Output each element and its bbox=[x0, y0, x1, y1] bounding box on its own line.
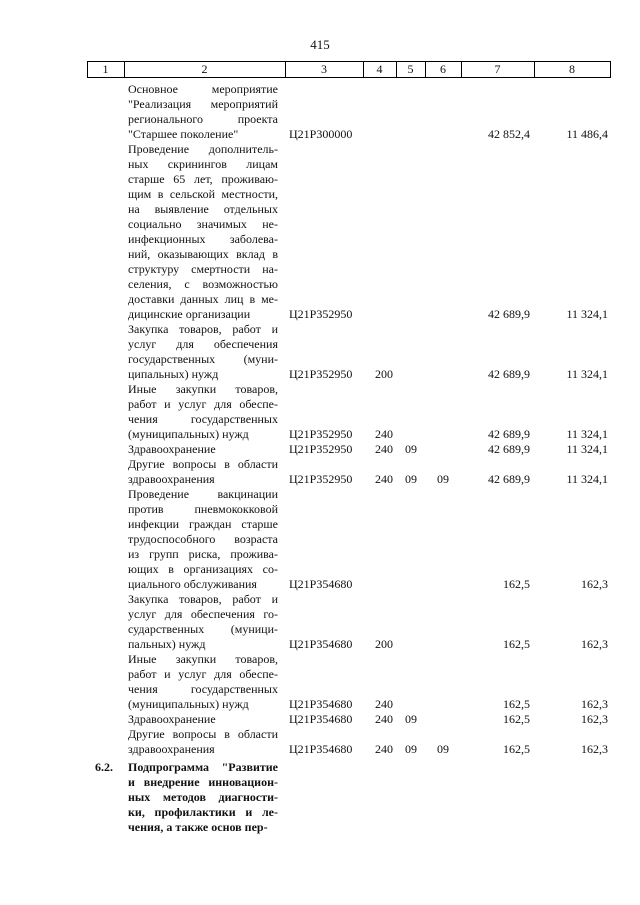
cell-col8: 11 324,1 bbox=[566, 442, 608, 456]
row-description bbox=[128, 382, 278, 442]
description-line: сударственных (муници- bbox=[128, 622, 278, 636]
subprogram-title bbox=[128, 760, 278, 835]
cell-col7: 162,5 bbox=[503, 712, 530, 726]
description-line: ципальных) нужд bbox=[128, 367, 219, 381]
cell-col4: 240 bbox=[375, 742, 393, 756]
cell-code: Ц21Р352950 bbox=[289, 472, 353, 486]
description-line: здравоохранения bbox=[128, 742, 215, 756]
description-line: инфекционных заболева- bbox=[128, 232, 278, 246]
description-line: ний, оказывающих вклад в bbox=[128, 247, 278, 261]
header-col-8: 8 bbox=[569, 62, 575, 76]
cell-col4: 200 bbox=[375, 637, 393, 651]
description-line: услуг для обеспечения го- bbox=[128, 607, 278, 621]
cell-col4: 240 bbox=[375, 472, 393, 486]
cell-col5: 09 bbox=[405, 472, 417, 486]
description-line: чения государственных bbox=[128, 682, 278, 696]
cell-col8: 11 324,1 bbox=[566, 472, 608, 486]
cell-col8: 11 324,1 bbox=[566, 307, 608, 321]
cell-col8: 162,3 bbox=[581, 697, 608, 711]
description-line: циального обслуживания bbox=[128, 577, 257, 591]
subprogram-line: чения, а также основ пер- bbox=[128, 820, 268, 834]
description-line: на выявление отдельных bbox=[128, 202, 278, 216]
cell-col5: 09 bbox=[405, 742, 417, 756]
subprogram-line: Подпрограмма "Развитие bbox=[128, 760, 278, 774]
header-col-6: 6 bbox=[440, 62, 446, 76]
cell-col4: 240 bbox=[375, 442, 393, 456]
description-line: (муниципальных) нужд bbox=[128, 427, 249, 441]
description-line: Закупка товаров, работ и bbox=[128, 322, 278, 336]
cell-col8: 162,3 bbox=[581, 637, 608, 651]
cell-code: Ц21Р352950 bbox=[289, 367, 353, 381]
cell-code: Ц21Р354680 bbox=[289, 697, 353, 711]
description-line: Закупка товаров, работ и bbox=[128, 592, 278, 606]
cell-col7: 162,5 bbox=[503, 742, 530, 756]
row-description bbox=[128, 652, 278, 712]
subprogram-number: 6.2. bbox=[95, 760, 113, 774]
cell-col8: 162,3 bbox=[581, 712, 608, 726]
description-line: регионального проекта bbox=[128, 112, 278, 126]
row-description bbox=[128, 82, 278, 142]
cell-col7: 42 689,9 bbox=[488, 367, 530, 381]
description-line: здравоохранения bbox=[128, 472, 215, 486]
header-col-5: 5 bbox=[407, 62, 414, 76]
description-line: работ и услуг для обеспе- bbox=[128, 667, 278, 681]
row-description bbox=[128, 727, 278, 757]
header-col-2: 2 bbox=[201, 62, 208, 76]
cell-code: Ц21Р352950 bbox=[289, 307, 353, 321]
header-col-7: 7 bbox=[494, 62, 501, 76]
description-line: инфекции граждан старше bbox=[128, 517, 278, 531]
description-line: Другие вопросы в области bbox=[128, 457, 278, 471]
cell-col8: 162,3 bbox=[581, 577, 608, 591]
description-line: Иные закупки товаров, bbox=[128, 382, 278, 396]
cell-code: Ц21Р300000 bbox=[289, 127, 353, 141]
description-line: трудоспособного возраста bbox=[128, 532, 278, 546]
cell-col5: 09 bbox=[405, 442, 417, 456]
description-line: из групп риска, прожива- bbox=[128, 547, 278, 561]
cell-col6: 09 bbox=[437, 742, 449, 756]
row-description bbox=[128, 142, 278, 322]
description-line: дицинские организации bbox=[128, 307, 251, 321]
row-description bbox=[128, 712, 278, 727]
cell-code: Ц21Р352950 bbox=[289, 442, 353, 456]
description-line: Здравоохранение bbox=[128, 442, 216, 456]
page-number: 415 bbox=[310, 37, 330, 52]
description-line: Проведение дополнитель- bbox=[128, 142, 278, 156]
cell-col7: 162,5 bbox=[503, 697, 530, 711]
subprogram-line: и внедрение инновацион- bbox=[128, 775, 278, 789]
description-line: пальных) нужд bbox=[128, 637, 206, 651]
description-line: Основное мероприятие bbox=[128, 82, 278, 96]
cell-col4: 240 bbox=[375, 427, 393, 441]
description-line: ных скринингов лицам bbox=[128, 157, 278, 171]
description-line: "Реализация мероприятий bbox=[128, 97, 278, 111]
subprogram-line: ки, профилактики и ле- bbox=[128, 805, 278, 819]
cell-col8: 11 324,1 bbox=[566, 367, 608, 381]
description-line: структуру смертности на- bbox=[128, 262, 278, 276]
cell-code: Ц21Р354680 bbox=[289, 577, 353, 591]
description-line: Иные закупки товаров, bbox=[128, 652, 278, 666]
row-description bbox=[128, 457, 278, 487]
row-description bbox=[128, 592, 278, 652]
cell-col8: 162,3 bbox=[581, 742, 608, 756]
cell-col4: 240 bbox=[375, 712, 393, 726]
table-header bbox=[87, 61, 611, 78]
row-description bbox=[128, 322, 278, 382]
description-line: работ и услуг для обеспе- bbox=[128, 397, 278, 411]
cell-col5: 09 bbox=[405, 712, 417, 726]
description-line: Другие вопросы в области bbox=[128, 727, 278, 741]
cell-col7: 42 689,9 bbox=[488, 307, 530, 321]
header-col-3: 3 bbox=[321, 62, 327, 76]
cell-code: Ц21Р354680 bbox=[289, 712, 353, 726]
row-description bbox=[128, 487, 278, 592]
cell-code: Ц21Р354680 bbox=[289, 742, 353, 756]
cell-code: Ц21Р354680 bbox=[289, 637, 353, 651]
description-line: социально значимых не- bbox=[128, 217, 278, 231]
description-line: "Старшее поколение" bbox=[128, 127, 239, 141]
row-description bbox=[128, 442, 278, 457]
cell-col7: 42 689,9 bbox=[488, 442, 530, 456]
cell-col6: 09 bbox=[437, 472, 449, 486]
description-line: чения государственных bbox=[128, 412, 278, 426]
subprogram-line: ных методов диагности- bbox=[128, 790, 278, 804]
description-line: доставки данных лиц в ме- bbox=[128, 292, 278, 306]
cell-col4: 240 bbox=[375, 697, 393, 711]
cell-col4: 200 bbox=[375, 367, 393, 381]
header-col-1: 1 bbox=[102, 62, 109, 76]
description-line: старше 65 лет, проживаю- bbox=[128, 172, 278, 186]
description-line: (муниципальных) нужд bbox=[128, 697, 249, 711]
cell-col7: 42 689,9 bbox=[488, 427, 530, 441]
description-line: услуг для обеспечения bbox=[128, 337, 278, 351]
description-line: государственных (муни- bbox=[128, 352, 278, 366]
cell-code: Ц21Р352950 bbox=[289, 427, 353, 441]
description-line: селения, с возможностью bbox=[128, 277, 278, 291]
cell-col7: 42 852,4 bbox=[488, 127, 530, 141]
description-line: против пневмококковой bbox=[128, 502, 278, 516]
description-line: Здравоохранение bbox=[128, 712, 216, 726]
cell-col8: 11 486,4 bbox=[566, 127, 608, 141]
description-line: ющих в организациях со- bbox=[128, 562, 278, 576]
cell-col7: 162,5 bbox=[503, 577, 530, 591]
description-line: щим в сельской местности, bbox=[128, 187, 278, 201]
description-line: Проведение вакцинации bbox=[128, 487, 278, 501]
cell-col7: 162,5 bbox=[503, 637, 530, 651]
cell-col8: 11 324,1 bbox=[566, 427, 608, 441]
cell-col7: 42 689,9 bbox=[488, 472, 530, 486]
header-col-4: 4 bbox=[376, 62, 383, 76]
